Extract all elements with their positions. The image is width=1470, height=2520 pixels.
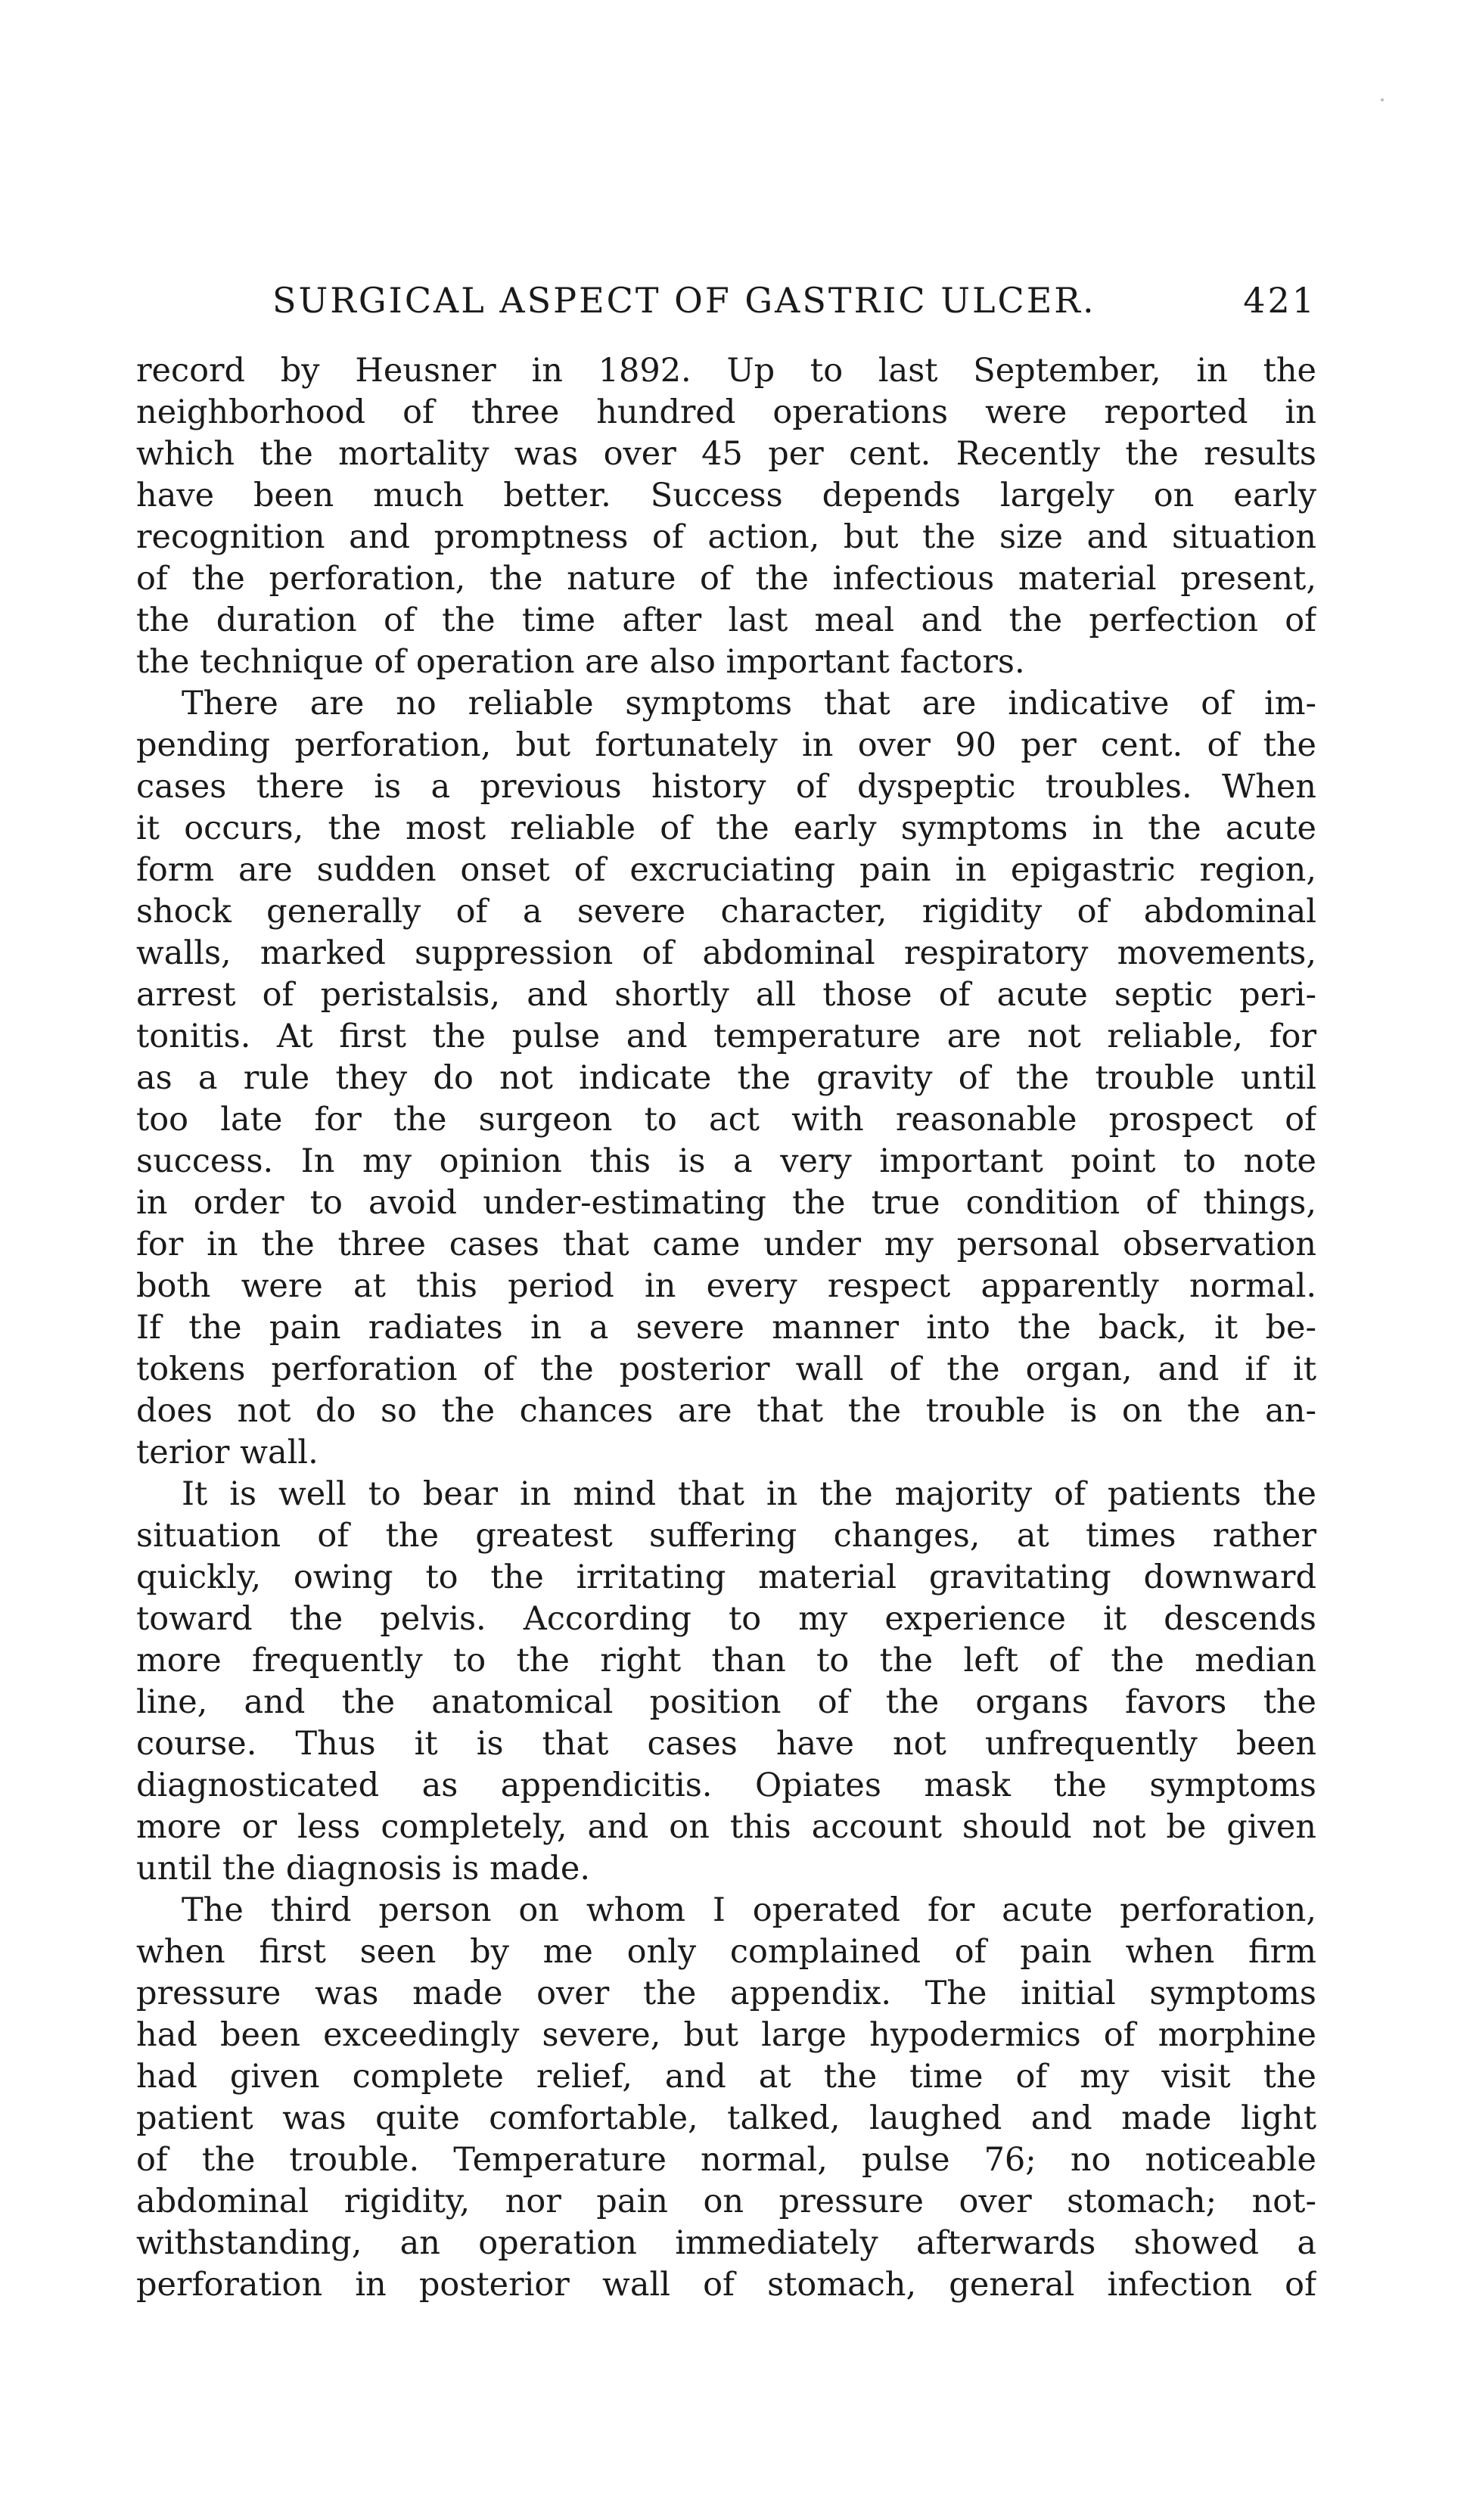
text-line: success. In my opinion this is a very important point to note bbox=[136, 1142, 1316, 1180]
text-line: abdominal rigidity, nor pain on pressure over stomach; not- bbox=[136, 2183, 1316, 2220]
text-line: when first seen by me only complained of pain when firm bbox=[136, 1933, 1316, 1971]
text-line: tonitis. At first the pulse and temperature are not reliable, for bbox=[136, 1018, 1316, 1055]
text-line: form are sudden onset of excruciating pain in epigastric region, bbox=[136, 851, 1316, 889]
text-line: The third person on whom I operated for acute perforation, bbox=[182, 1891, 1316, 1929]
text-line: walls, marked suppression of abdominal respiratory movements, bbox=[136, 934, 1316, 972]
text-line: had been exceedingly severe, but large hypodermics of morphine bbox=[136, 2016, 1316, 2054]
scan-speck bbox=[1381, 98, 1384, 101]
text-line: too late for the surgeon to act with reasonable prospect of bbox=[136, 1101, 1316, 1139]
text-line: cases there is a previous history of dyspeptic troubles. When bbox=[136, 768, 1316, 806]
text-line: course. Thus it is that cases have not unfrequently been bbox=[136, 1725, 1316, 1763]
text-line: perforation in posterior wall of stomach, general infection of bbox=[136, 2266, 1316, 2304]
text-line: It is well to bear in mind that in the majority of patients the bbox=[182, 1475, 1316, 1513]
text-line: of the perforation, the nature of the infectious material present, bbox=[136, 560, 1316, 598]
text-line: terior wall. bbox=[136, 1434, 319, 1471]
text-line: for in the three cases that came under my personal observation bbox=[136, 1226, 1316, 1263]
text-line: more frequently to the right than to the left of the median bbox=[136, 1642, 1316, 1679]
text-line: pending perforation, but fortunately in over 90 per cent. of the bbox=[136, 726, 1316, 764]
text-line: record by Heusner in 1892. Up to last September, in the bbox=[136, 352, 1316, 390]
text-line: the technique of operation are also important factors. bbox=[136, 643, 1025, 681]
running-head bbox=[272, 280, 1316, 333]
text-line: There are no reliable symptoms that are indicative of im- bbox=[182, 685, 1316, 722]
text-line: of the trouble. Temperature normal, pulse 76; no noticeable bbox=[136, 2141, 1316, 2179]
text-line: until the diagnosis is made. bbox=[136, 1850, 591, 1888]
text-line: neighborhood of three hundred operations were reported in bbox=[136, 393, 1316, 431]
text-line: withstanding, an operation immediately afterwards showed a bbox=[136, 2224, 1316, 2262]
text-line: both were at this period in every respect apparently normal. bbox=[136, 1267, 1316, 1305]
text-line: shock generally of a severe character, rigidity of abdominal bbox=[136, 893, 1316, 931]
text-line: pressure was made over the appendix. The initial symptoms bbox=[136, 1975, 1316, 2012]
text-line: as a rule they do not indicate the gravity of the trouble until bbox=[136, 1059, 1316, 1097]
text-line: more or less completely, and on this account should not be given bbox=[136, 1808, 1316, 1846]
text-line: the duration of the time after last meal and the perfection of bbox=[136, 601, 1316, 639]
text-line: If the pain radiates in a severe manner into the back, it be- bbox=[136, 1309, 1316, 1347]
text-line: recognition and promptness of action, but the size and situation bbox=[136, 518, 1316, 556]
text-line: arrest of peristalsis, and shortly all those of acute septic peri- bbox=[136, 976, 1316, 1014]
text-line: in order to avoid under-estimating the true condition of things, bbox=[136, 1184, 1316, 1222]
text-line: quickly, owing to the irritating material gravitating downward bbox=[136, 1558, 1316, 1596]
text-line: had given complete relief, and at the time of my visit the bbox=[136, 2058, 1316, 2096]
text-line: does not do so the chances are that the trouble is on the an- bbox=[136, 1392, 1316, 1430]
text-line: it occurs, the most reliable of the early symptoms in the acute bbox=[136, 809, 1316, 847]
text-line: which the mortality was over 45 per cent. Recently the results bbox=[136, 435, 1316, 473]
text-line: tokens perforation of the posterior wall of the organ, and if it bbox=[136, 1350, 1316, 1388]
text-line: have been much better. Success depends largely on early bbox=[136, 477, 1316, 514]
text-line: diagnosticated as appendicitis. Opiates mask the symptoms bbox=[136, 1766, 1316, 1804]
text-line: toward the pelvis. According to my experience it descends bbox=[136, 1600, 1316, 1638]
running-head-title: SURGICAL ASPECT OF GASTRIC ULCER. bbox=[272, 280, 1096, 321]
page-number: 421 bbox=[1243, 280, 1316, 321]
text-line: situation of the greatest suffering changes, at times rather bbox=[136, 1517, 1316, 1555]
text-line: patient was quite comfortable, talked, laughed and made light bbox=[136, 2099, 1316, 2137]
text-line: line, and the anatomical position of the organs favors the bbox=[136, 1683, 1316, 1721]
